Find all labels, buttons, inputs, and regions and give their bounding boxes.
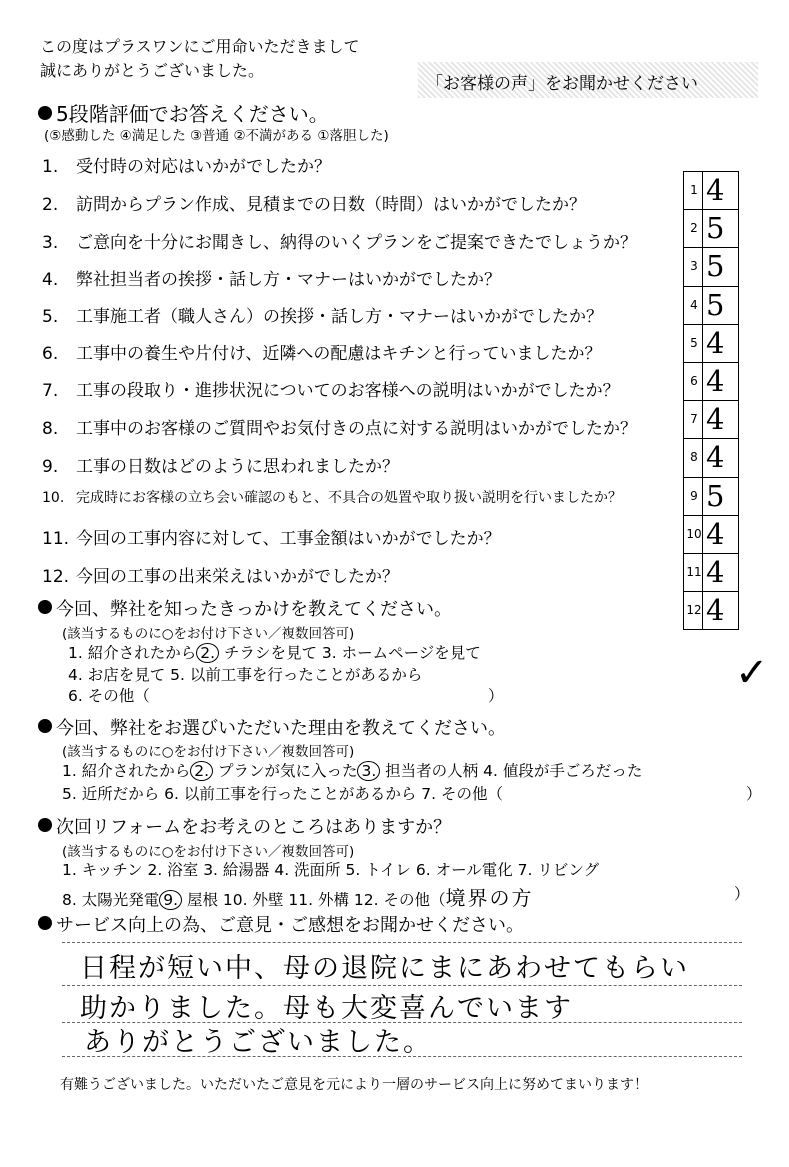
bullet-icon [38, 818, 52, 832]
option-referral[interactable]: 1. 紹介されたから [62, 762, 191, 780]
score-number: 10 [686, 526, 702, 541]
score-value[interactable]: 4 [706, 402, 725, 437]
question-7 [42, 376, 620, 401]
score-cell-8 [684, 439, 738, 477]
option-flyer-circled[interactable]: 2. [196, 643, 219, 663]
score-value[interactable]: 4 [706, 173, 725, 207]
next-options-line-2 [62, 882, 533, 911]
option-roof-circled[interactable]: 9. [159, 890, 182, 910]
score-number: 11 [686, 564, 702, 579]
score-value[interactable]: 4 [706, 593, 725, 628]
option-solar[interactable]: 8. 太陽光発電 [62, 891, 160, 909]
score-cell-4 [684, 287, 738, 325]
question-number: 3. [42, 233, 59, 253]
score-value[interactable]: 5 [706, 249, 725, 284]
score-value[interactable]: 4 [706, 325, 725, 360]
option-plan-circled[interactable]: 2. [190, 761, 213, 781]
question-number: 5. [42, 307, 59, 327]
score-value[interactable]: 5 [706, 478, 725, 513]
score-value[interactable]: 4 [706, 554, 725, 589]
question-6 [42, 339, 601, 364]
know-options-line-1 [68, 641, 481, 663]
score-number: 4 [690, 297, 698, 312]
question-number: 12. [42, 567, 70, 587]
question-text: 工事施工者（職人さん）の挨拶・話し方・マナーはいかがでしたか？ [76, 307, 603, 327]
score-number: 12 [686, 603, 702, 618]
score-cell-12 [684, 592, 738, 630]
comment-handwritten-line-1[interactable]: 日程が短い中、母の退院にまにあわせてもらい [80, 953, 689, 984]
score-number: 5 [690, 335, 698, 350]
question-number: 7. [42, 381, 59, 401]
know-section-title-text: 今回、弊社を知ったきっかけを教えてください。 [56, 599, 452, 620]
know-options-line-3[interactable]: 6. その他（ [68, 687, 150, 705]
question-text: 完成時にお客様の立ち会い確認のもと、不具合の処置や取り扱い説明を行いましたか？ [76, 490, 622, 506]
option-plan[interactable]: プランが気に入った [213, 762, 358, 780]
score-cell-1 [684, 172, 738, 210]
comment-line-divider [62, 942, 742, 943]
option-roof-other[interactable]: 屋根 10. 外壁 11. 外構 12. その他（ [182, 891, 446, 909]
score-cell-10 [684, 516, 738, 554]
question-number: 1. [42, 157, 59, 177]
reason-options-line-2[interactable]: 5. 近所だから 6. 以前工事を行ったことがあるから 7. その他（ [62, 785, 504, 803]
question-4 [42, 265, 501, 290]
know-options-line-2[interactable]: 4. お店を見て 5. 以前工事を行ったことがあるから [68, 666, 423, 684]
score-cell-9 [684, 478, 738, 516]
score-cell-6 [684, 363, 738, 401]
question-5 [42, 302, 603, 327]
next-options-line-2-close: ） [734, 885, 750, 903]
next-section-title-text: 次回リフォームをお考えのところはありますか？ [56, 817, 452, 838]
score-value[interactable]: 4 [706, 516, 725, 551]
question-10 [42, 487, 622, 507]
question-text: ご意向を十分にお聞きし、納得のいくプランをご提案できたでしょうか？ [76, 233, 637, 253]
comment-handwritten-line-2[interactable]: 助かりました。母も大変喜んでいます [80, 993, 573, 1024]
intro-line-1: この度はプラスワンにご用命いただきまして [40, 37, 360, 56]
know-section-title [38, 595, 452, 621]
score-number: 7 [690, 412, 698, 427]
question-11 [42, 524, 501, 549]
survey-banner-text: 「お客様の声」をお聞かせください [426, 74, 698, 94]
intro-line-2: 誠にありがとうございました。 [40, 61, 265, 80]
option-flyer-homepage[interactable]: チラシを見て 3. ホームページを見て [219, 644, 481, 662]
question-2 [42, 190, 586, 215]
question-number: 8. [42, 419, 59, 439]
rating-section-title-text: 5段階評価でお答えください。 [56, 102, 329, 126]
question-number: 6. [42, 344, 59, 364]
rating-scale-legend: (⑤感動した ④満足した ③普通 ②不満がある ①落胆した) [44, 128, 389, 144]
reason-options-line-1 [62, 759, 642, 781]
question-number: 10. [42, 490, 65, 506]
survey-banner [418, 62, 758, 98]
question-12 [42, 562, 399, 587]
question-text: 工事の日数はどのように思われましたか？ [76, 457, 399, 477]
score-cell-7 [684, 401, 738, 439]
question-number: 11. [42, 529, 70, 549]
score-value[interactable]: 5 [706, 287, 725, 322]
next-options-line-1[interactable]: 1. キッチン 2. 浴室 3. 給湯器 4. 洗面所 5. トイレ 6. オール電化 7. リビング [62, 861, 600, 879]
bullet-icon [38, 719, 52, 733]
question-9 [42, 452, 399, 477]
score-number: 1 [690, 183, 698, 197]
question-text: 今回の工事の出来栄えはいかがでしたか？ [76, 567, 399, 587]
score-number: 2 [690, 221, 698, 236]
next-section-title [38, 813, 451, 839]
question-text: 工事中のお客様のご質問やお気付きの点に対する説明はいかがでしたか？ [76, 419, 637, 439]
score-cell-5 [684, 325, 738, 363]
bullet-icon [38, 106, 52, 120]
option-staff-circled[interactable]: 3. [357, 761, 380, 781]
question-1 [42, 152, 331, 177]
score-number: 9 [690, 488, 698, 503]
know-section-note: (該当するものに○をお付け下さい／複数回答可) [62, 626, 355, 642]
score-cell-11 [684, 554, 738, 592]
comment-handwritten-line-3[interactable]: ありがとうございました。 [84, 1027, 432, 1058]
bullet-icon [38, 600, 52, 614]
question-3 [42, 228, 637, 253]
question-text: 工事の段取り・進捗状況についてのお客様への説明はいかがでしたか？ [76, 381, 620, 401]
score-number: 3 [690, 259, 698, 274]
know-options-line-3-close: ） [488, 687, 504, 705]
option-staff-price[interactable]: 担当者の人柄 4. 値段が手ごろだった [380, 762, 643, 780]
score-cell-2 [684, 210, 738, 248]
question-text: 訪問からプラン作成、見積までの日数（時間）はいかがでしたか？ [76, 195, 586, 215]
comment-section-title-text: サービス向上の為、ご意見・ご感想をお聞かせください。 [56, 915, 524, 936]
score-cell-3 [684, 248, 738, 286]
check-mark-icon: ✓ [735, 650, 769, 696]
score-grid [683, 171, 739, 630]
score-number: 6 [690, 373, 698, 388]
handwritten-other-answer[interactable]: 境界の方 [445, 886, 534, 910]
question-text: 今回の工事内容に対して、工事金額はいかがでしたか？ [76, 529, 501, 549]
question-number: 2. [42, 195, 59, 215]
reason-section-title [38, 714, 506, 740]
reason-section-note: (該当するものに○をお付け下さい／複数回答可) [62, 744, 355, 760]
footer-thanks: 有難うございました。いただいたご意見を元により一層のサービス向上に努めてまいります！ [60, 1077, 648, 1093]
reason-section-title-text: 今回、弊社をお選びいただいた理由を教えてください。 [56, 718, 506, 739]
rating-section-title [38, 98, 329, 127]
question-text: 弊社担当者の挨拶・話し方・マナーはいかがでしたか？ [76, 270, 501, 290]
question-text: 工事中の養生や片付け、近隣への配慮はキチンと行っていましたか？ [76, 344, 602, 364]
bullet-icon [38, 916, 52, 930]
comment-line-divider [62, 1056, 742, 1057]
score-value[interactable]: 4 [706, 440, 725, 475]
question-number: 4. [42, 270, 59, 290]
reason-options-line-2-close: ） [746, 785, 762, 803]
next-section-note: (該当するものに○をお付け下さい／複数回答可) [62, 844, 355, 860]
question-number: 9. [42, 457, 59, 477]
question-8 [42, 414, 637, 439]
option-referral[interactable]: 1. 紹介されたから [68, 644, 197, 662]
question-text: 受付時の対応はいかがでしたか？ [76, 157, 331, 177]
score-number: 8 [690, 450, 698, 465]
comment-section-title [38, 911, 524, 937]
score-value[interactable]: 4 [706, 363, 725, 398]
score-value[interactable]: 5 [706, 211, 725, 246]
